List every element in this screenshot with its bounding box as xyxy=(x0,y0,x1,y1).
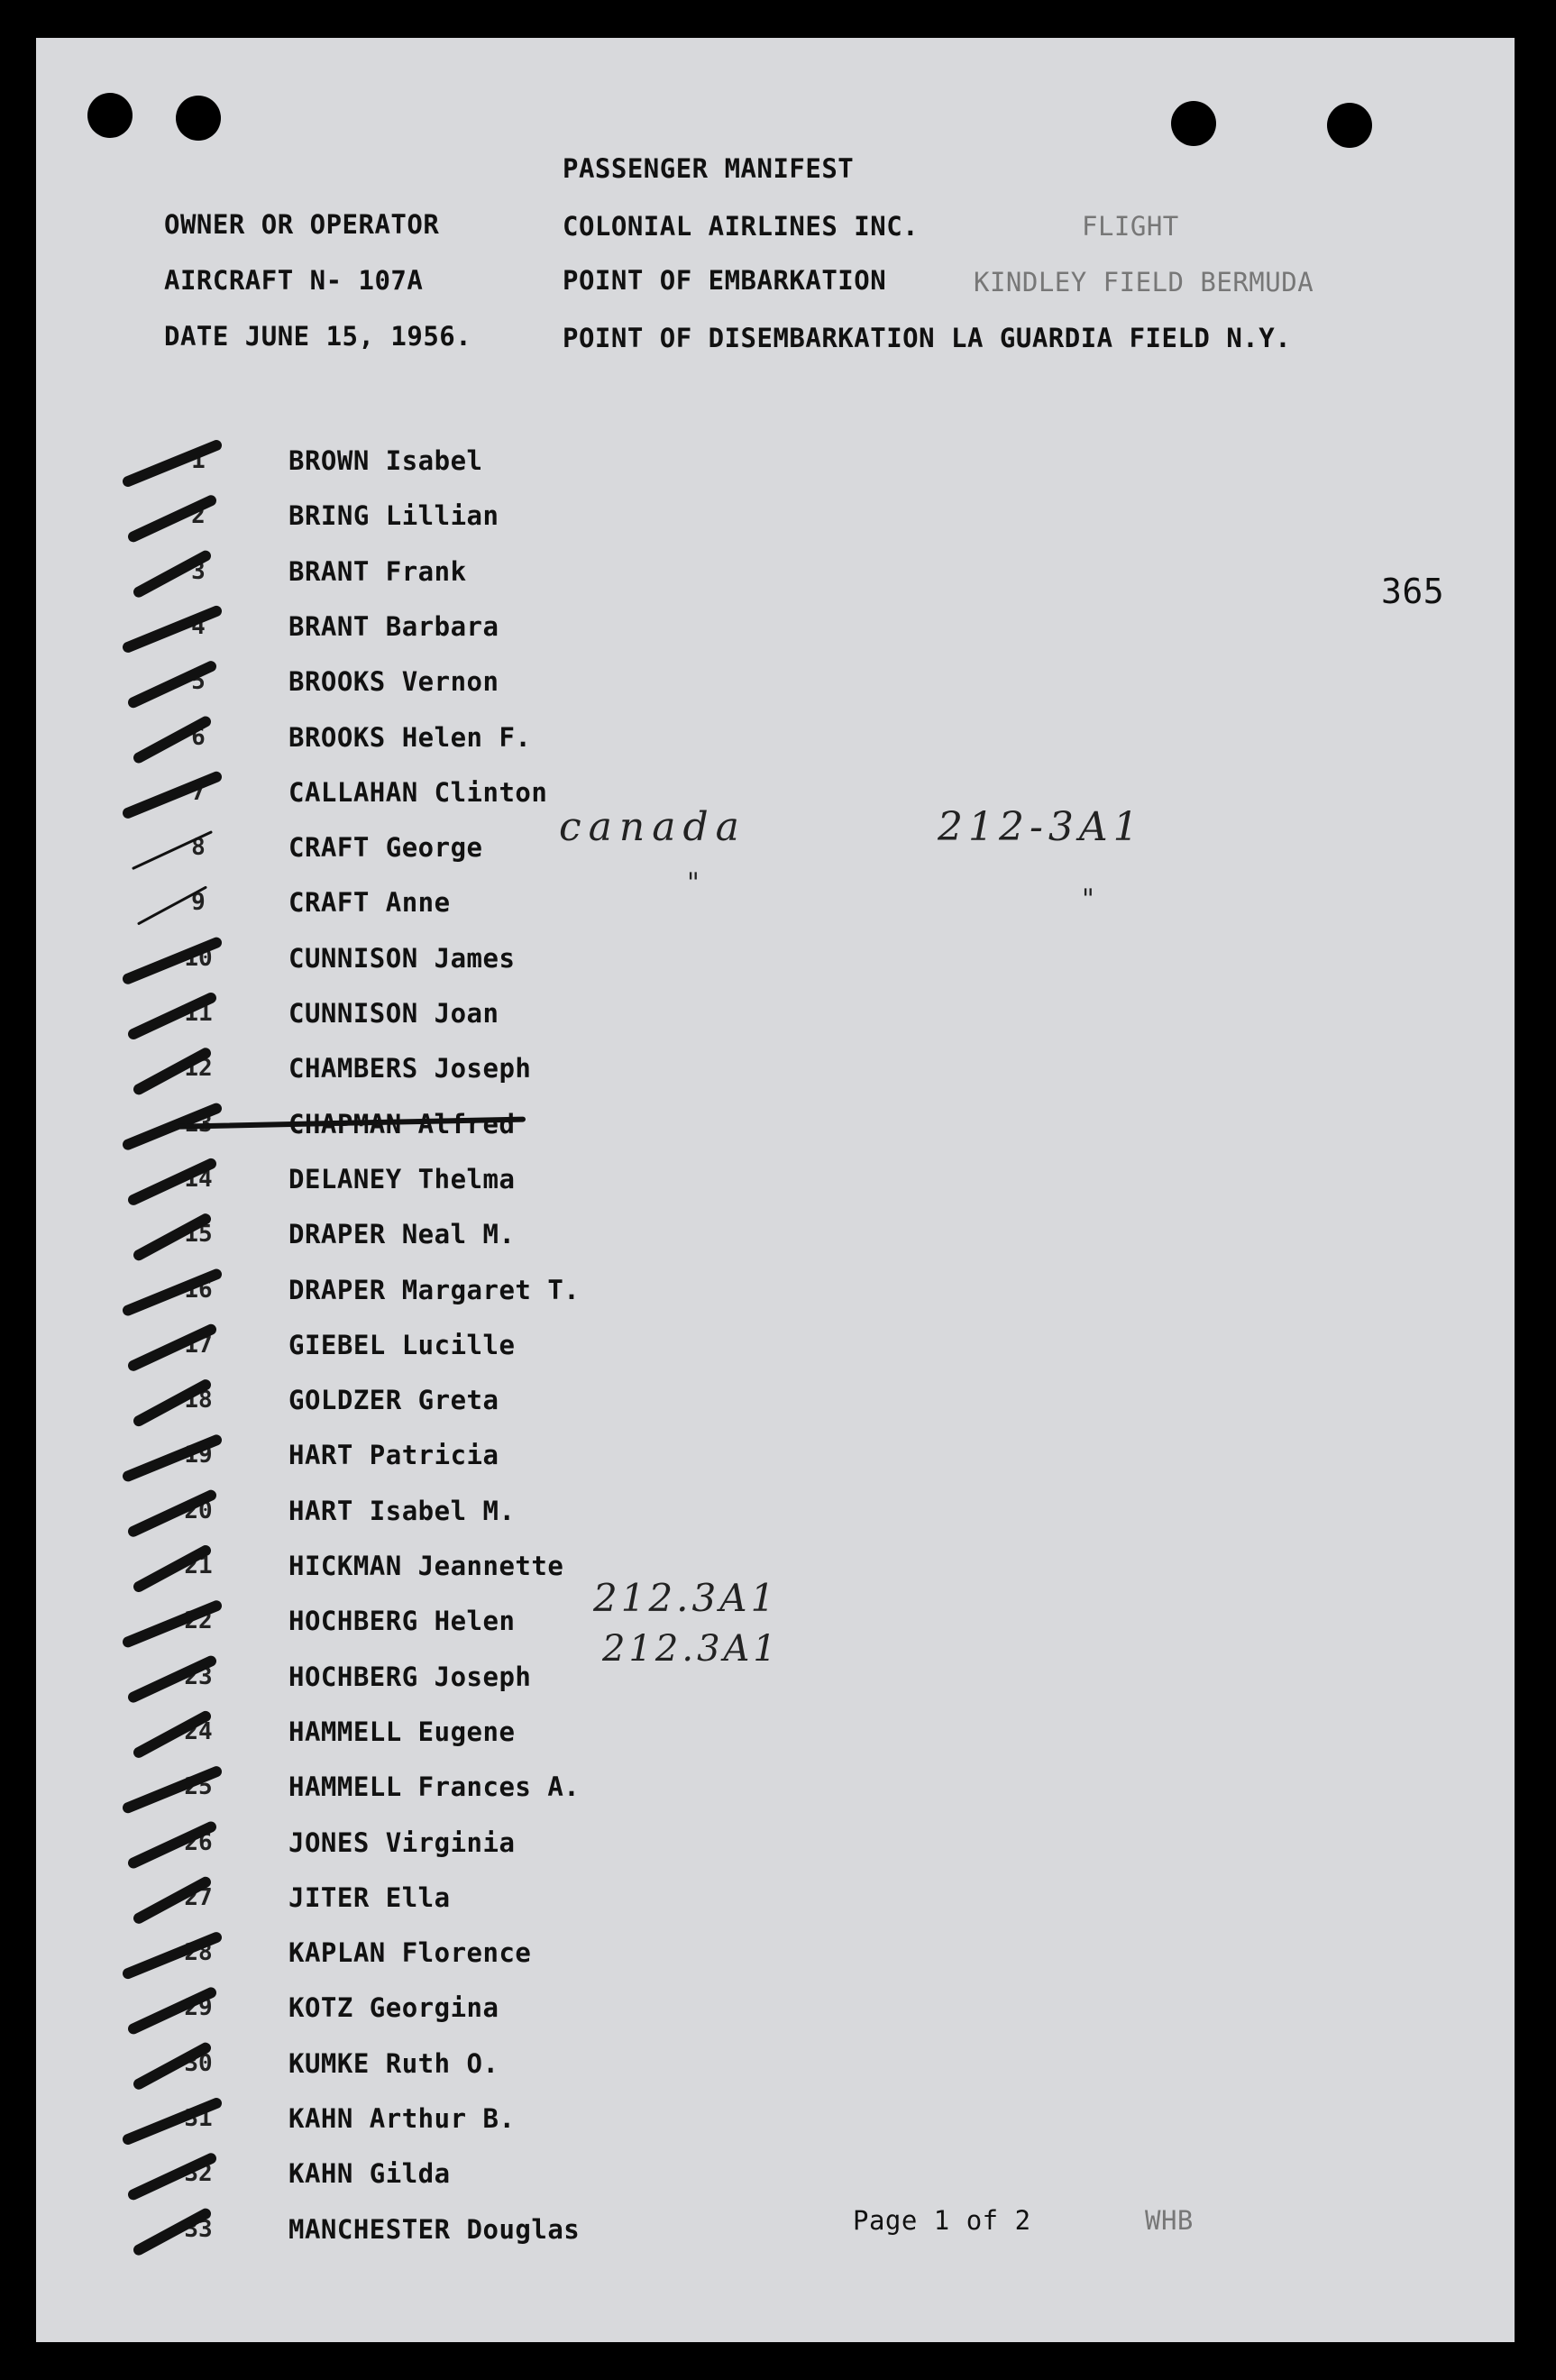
page-stamp: 365 xyxy=(1381,572,1445,611)
passenger-number: 24 xyxy=(184,1718,213,1745)
passenger-number: 26 xyxy=(184,1829,213,1856)
passenger-name: KAPLAN Florence xyxy=(288,1937,532,1968)
passenger-number: 2 xyxy=(191,502,206,529)
passenger-name: DELANEY Thelma xyxy=(288,1164,516,1195)
handwritten-note: 212-3A1 xyxy=(938,804,1144,850)
passenger-number: 11 xyxy=(184,1000,213,1027)
passenger-name: DRAPER Neal M. xyxy=(288,1219,516,1250)
ditto-mark: " xyxy=(687,867,700,899)
passenger-name: JONES Virginia xyxy=(288,1827,516,1858)
manifest-page xyxy=(36,38,1515,2342)
passenger-number: 5 xyxy=(191,668,206,695)
passenger-number: 28 xyxy=(184,1939,213,1966)
check-stroke xyxy=(128,445,216,481)
passenger-number: 4 xyxy=(191,613,206,640)
check-stroke xyxy=(139,1716,206,1753)
passenger-number: 31 xyxy=(184,2105,213,2132)
passenger-number: 22 xyxy=(184,1607,213,1634)
owner-label: OWNER OR OPERATOR xyxy=(164,209,440,240)
handwritten-note: canada xyxy=(559,804,746,850)
passenger-name: GOLDZER Greta xyxy=(288,1385,499,1415)
check-stroke xyxy=(139,2048,206,2084)
page-number: Page 1 of 2 xyxy=(853,2205,1031,2236)
check-stroke xyxy=(139,1385,206,1421)
passenger-number: 25 xyxy=(184,1773,213,1800)
passenger-number: 17 xyxy=(184,1332,213,1359)
passenger-name: HOCHBERG Joseph xyxy=(288,1661,532,1692)
handwritten-note: 212.3A1 xyxy=(602,1628,780,1670)
passenger-number: 13 xyxy=(184,1111,213,1138)
check-stroke xyxy=(128,1937,216,1973)
check-stroke xyxy=(128,1275,216,1311)
check-stroke xyxy=(139,1551,206,1587)
passenger-name: BROWN Isabel xyxy=(288,445,483,476)
passenger-number: 15 xyxy=(184,1221,213,1248)
check-stroke xyxy=(139,1882,206,1918)
passenger-name: KAHN Gilda xyxy=(288,2158,451,2189)
owner-value: COLONIAL AIRLINES INC. xyxy=(563,211,920,242)
handwritten-note: 212.3A1 xyxy=(593,1576,779,1620)
passenger-name: CHAMBERS Joseph xyxy=(288,1053,532,1084)
passenger-name: BRANT Barbara xyxy=(288,611,499,642)
passenger-number: 6 xyxy=(191,724,206,751)
check-stroke xyxy=(133,1496,211,1532)
passenger-name: CUNNISON Joan xyxy=(288,998,499,1029)
passenger-number: 9 xyxy=(191,889,206,916)
passenger-name: BRANT Frank xyxy=(288,556,467,587)
passenger-number: 29 xyxy=(184,1994,213,2021)
passenger-name: KAHN Arthur B. xyxy=(288,2103,516,2134)
passenger-name: HART Patricia xyxy=(288,1440,499,1470)
passenger-number: 1 xyxy=(191,447,206,474)
check-stroke xyxy=(133,1661,211,1698)
passenger-name: CHAPMAN Alfred xyxy=(288,1109,516,1140)
passenger-number: 30 xyxy=(184,2050,213,2077)
passenger-name: HAMMELL Eugene xyxy=(288,1716,516,1747)
passenger-name: KUMKE Ruth O. xyxy=(288,2048,499,2079)
check-stroke xyxy=(133,1992,211,2028)
check-stroke xyxy=(128,2103,216,2139)
clerk-initials: WHB xyxy=(1145,2205,1194,2236)
passenger-number: 10 xyxy=(184,945,213,972)
passenger-number: 32 xyxy=(184,2160,213,2187)
manifest-title: PASSENGER MANIFEST xyxy=(563,153,855,184)
aircraft-number: AIRCRAFT N- 107A xyxy=(164,265,424,296)
passenger-number: 21 xyxy=(184,1552,213,1579)
check-stroke xyxy=(139,556,206,592)
passenger-name: CRAFT Anne xyxy=(288,887,451,918)
passenger-number: 20 xyxy=(184,1497,213,1524)
passenger-name: GIEBEL Lucille xyxy=(288,1330,516,1360)
disembarkation: POINT OF DISEMBARKATION LA GUARDIA FIELD N.Y. xyxy=(563,323,1292,353)
passenger-number: 33 xyxy=(184,2216,213,2243)
passenger-name: HOCHBERG Helen xyxy=(288,1606,516,1636)
passenger-number: 8 xyxy=(191,834,206,861)
passenger-name: HART Isabel M. xyxy=(288,1496,516,1526)
check-stroke xyxy=(128,1606,216,1642)
passenger-number: 16 xyxy=(184,1277,213,1304)
check-stroke xyxy=(128,1440,216,1476)
check-stroke xyxy=(128,1771,216,1808)
strike-through xyxy=(180,1120,523,1127)
passenger-name: JITER Ella xyxy=(288,1882,451,1913)
check-stroke xyxy=(139,887,206,923)
passenger-name: HICKMAN Jeannette xyxy=(288,1551,564,1581)
check-marks xyxy=(36,38,1515,2342)
check-stroke xyxy=(139,722,206,758)
check-stroke xyxy=(128,943,216,979)
check-stroke xyxy=(133,998,211,1034)
passenger-name: HAMMELL Frances A. xyxy=(288,1771,581,1802)
flight-label: FLIGHT xyxy=(1082,211,1179,242)
check-stroke xyxy=(133,832,211,868)
check-stroke xyxy=(139,2214,206,2250)
check-stroke xyxy=(133,1330,211,1366)
check-stroke xyxy=(139,1219,206,1255)
passenger-number: 27 xyxy=(184,1884,213,1911)
check-stroke xyxy=(139,1053,206,1089)
passenger-name: KOTZ Georgina xyxy=(288,1992,499,2023)
passenger-number: 18 xyxy=(184,1387,213,1414)
passenger-name: BRING Lillian xyxy=(288,500,499,531)
check-stroke xyxy=(133,666,211,702)
passenger-number: 14 xyxy=(184,1166,213,1193)
check-stroke xyxy=(133,500,211,536)
passenger-name: BROOKS Vernon xyxy=(288,666,499,697)
passenger-name: CUNNISON James xyxy=(288,943,516,974)
passenger-name: CRAFT George xyxy=(288,832,483,863)
check-stroke xyxy=(128,611,216,647)
check-stroke xyxy=(128,777,216,813)
embarkation-label: POINT OF EMBARKATION xyxy=(563,265,887,296)
passenger-name: BROOKS Helen F. xyxy=(288,722,532,753)
passenger-name: MANCHESTER Douglas xyxy=(288,2214,581,2245)
embarkation-value: KINDLEY FIELD BERMUDA xyxy=(974,267,1314,298)
passenger-number: 7 xyxy=(191,779,206,806)
check-stroke xyxy=(133,1164,211,1200)
ditto-mark: " xyxy=(1082,883,1094,915)
check-stroke xyxy=(133,2158,211,2194)
passenger-number: 12 xyxy=(184,1055,213,1082)
passenger-number: 19 xyxy=(184,1442,213,1469)
passenger-name: CALLAHAN Clinton xyxy=(288,777,548,808)
passenger-number: 23 xyxy=(184,1663,213,1690)
passenger-name: DRAPER Margaret T. xyxy=(288,1275,581,1305)
check-stroke xyxy=(133,1827,211,1863)
flight-date: DATE JUNE 15, 1956. xyxy=(164,321,472,352)
passenger-number: 3 xyxy=(191,558,206,585)
